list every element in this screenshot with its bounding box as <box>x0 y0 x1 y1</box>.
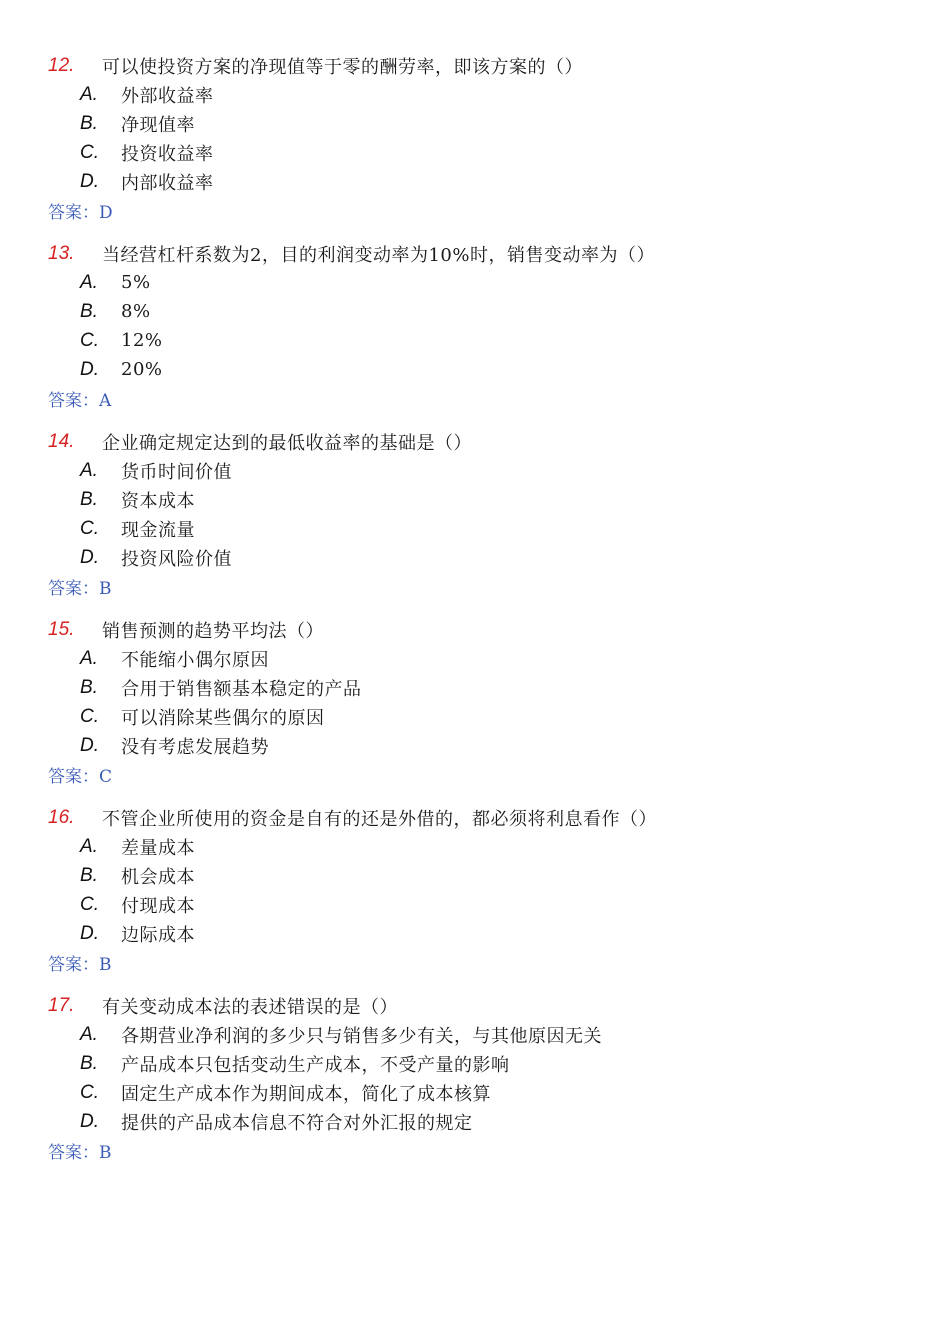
question-number: 13. <box>48 242 75 264</box>
question-stem <box>48 427 908 456</box>
option-c <box>48 138 908 167</box>
option-text: 机会成本 <box>121 866 195 888</box>
option-text: 货币时间价值 <box>121 461 232 483</box>
question-text: 销售预测的趋势平均法（） <box>102 620 324 642</box>
option-b <box>48 109 908 138</box>
option-c <box>48 514 908 543</box>
option-a <box>48 644 908 673</box>
option-text: 提供的产品成本信息不符合对外汇报的规定 <box>121 1112 473 1134</box>
question-12 <box>48 51 908 225</box>
option-text: 产品成本只包括变动生产成本，不受产量的影响 <box>121 1054 510 1076</box>
option-text: 20% <box>121 359 163 380</box>
answer-text: 答案：B <box>48 579 112 599</box>
option-text: 投资收益率 <box>121 143 214 165</box>
option-text: 投资风险价值 <box>121 548 232 570</box>
option-text: 差量成本 <box>121 837 195 859</box>
option-text: 12% <box>121 330 163 351</box>
option-letter: A. <box>80 835 98 857</box>
option-letter: D. <box>80 546 99 568</box>
option-letter: A. <box>80 459 98 481</box>
question-number: 16. <box>48 806 75 828</box>
option-b <box>48 861 908 890</box>
question-number: 17. <box>48 994 75 1016</box>
question-15 <box>48 615 908 789</box>
option-letter: B. <box>80 676 98 698</box>
option-letter: A. <box>80 1023 98 1045</box>
option-text: 各期营业净利润的多少只与销售多少有关，与其他原因无关 <box>121 1025 602 1047</box>
answer-text: 答案：D <box>48 203 113 223</box>
option-letter: C. <box>80 329 99 351</box>
option-text: 外部收益率 <box>121 85 214 107</box>
question-stem <box>48 51 908 80</box>
option-text: 合用于销售额基本稳定的产品 <box>121 678 362 700</box>
option-b <box>48 1049 908 1078</box>
question-text: 可以使投资方案的净现值等于零的酬劳率，即该方案的（） <box>102 56 583 78</box>
option-letter: B. <box>80 112 98 134</box>
question-number: 14. <box>48 430 75 452</box>
option-letter: C. <box>80 705 99 727</box>
question-stem <box>48 803 908 832</box>
option-letter: D. <box>80 1110 99 1132</box>
option-letter: B. <box>80 488 98 510</box>
question-stem <box>48 991 908 1020</box>
option-text: 边际成本 <box>121 924 195 946</box>
option-c <box>48 326 908 355</box>
option-letter: C. <box>80 1081 99 1103</box>
option-b <box>48 673 908 702</box>
option-c <box>48 890 908 919</box>
question-number: 12. <box>48 54 75 76</box>
option-letter: C. <box>80 893 99 915</box>
question-stem <box>48 615 908 644</box>
question-text: 当经营杠杆系数为2，目的利润变动率为10%时，销售变动率为（） <box>102 244 655 266</box>
option-letter: B. <box>80 864 98 886</box>
option-a <box>48 268 908 297</box>
option-text: 付现成本 <box>121 895 195 917</box>
option-c <box>48 1078 908 1107</box>
question-14 <box>48 427 908 601</box>
option-b <box>48 297 908 326</box>
option-d <box>48 543 908 572</box>
option-text: 内部收益率 <box>121 172 214 194</box>
answer-text: 答案：A <box>48 391 112 411</box>
option-text: 资本成本 <box>121 490 195 512</box>
question-13 <box>48 239 908 413</box>
option-a <box>48 80 908 109</box>
option-a <box>48 456 908 485</box>
option-c <box>48 702 908 731</box>
question-16 <box>48 803 908 977</box>
option-letter: D. <box>80 734 99 756</box>
option-text: 8% <box>121 301 151 322</box>
option-letter: A. <box>80 271 98 293</box>
question-text: 不管企业所使用的资金是自有的还是外借的，都必须将利息看作（） <box>102 808 657 830</box>
option-text: 5% <box>121 272 151 293</box>
option-d <box>48 167 908 196</box>
question-text: 企业确定规定达到的最低收益率的基础是（） <box>102 432 472 454</box>
question-number: 15. <box>48 618 75 640</box>
option-b <box>48 485 908 514</box>
option-text: 净现值率 <box>121 114 195 136</box>
question-stem <box>48 239 908 268</box>
option-letter: A. <box>80 647 98 669</box>
option-letter: C. <box>80 141 99 163</box>
answer-text: 答案：C <box>48 767 113 787</box>
option-a <box>48 1020 908 1049</box>
option-text: 固定生产成本作为期间成本，简化了成本核算 <box>121 1083 491 1105</box>
option-text: 不能缩小偶尔原因 <box>121 649 269 671</box>
option-letter: B. <box>80 1052 98 1074</box>
option-letter: D. <box>80 358 99 380</box>
option-text: 没有考虑发展趋势 <box>121 736 269 758</box>
option-d <box>48 355 908 384</box>
option-d <box>48 731 908 760</box>
option-letter: D. <box>80 170 99 192</box>
answer-text: 答案：B <box>48 1143 112 1163</box>
question-text: 有关变动成本法的表述错误的是（） <box>102 996 398 1018</box>
option-text: 可以消除某些偶尔的原因 <box>121 707 325 729</box>
option-text: 现金流量 <box>121 519 195 541</box>
option-d <box>48 1107 908 1136</box>
option-letter: A. <box>80 83 98 105</box>
option-letter: C. <box>80 517 99 539</box>
option-letter: B. <box>80 300 98 322</box>
answer-text: 答案：B <box>48 955 112 975</box>
option-letter: D. <box>80 922 99 944</box>
option-a <box>48 832 908 861</box>
question-17 <box>48 991 908 1165</box>
option-d <box>48 919 908 948</box>
